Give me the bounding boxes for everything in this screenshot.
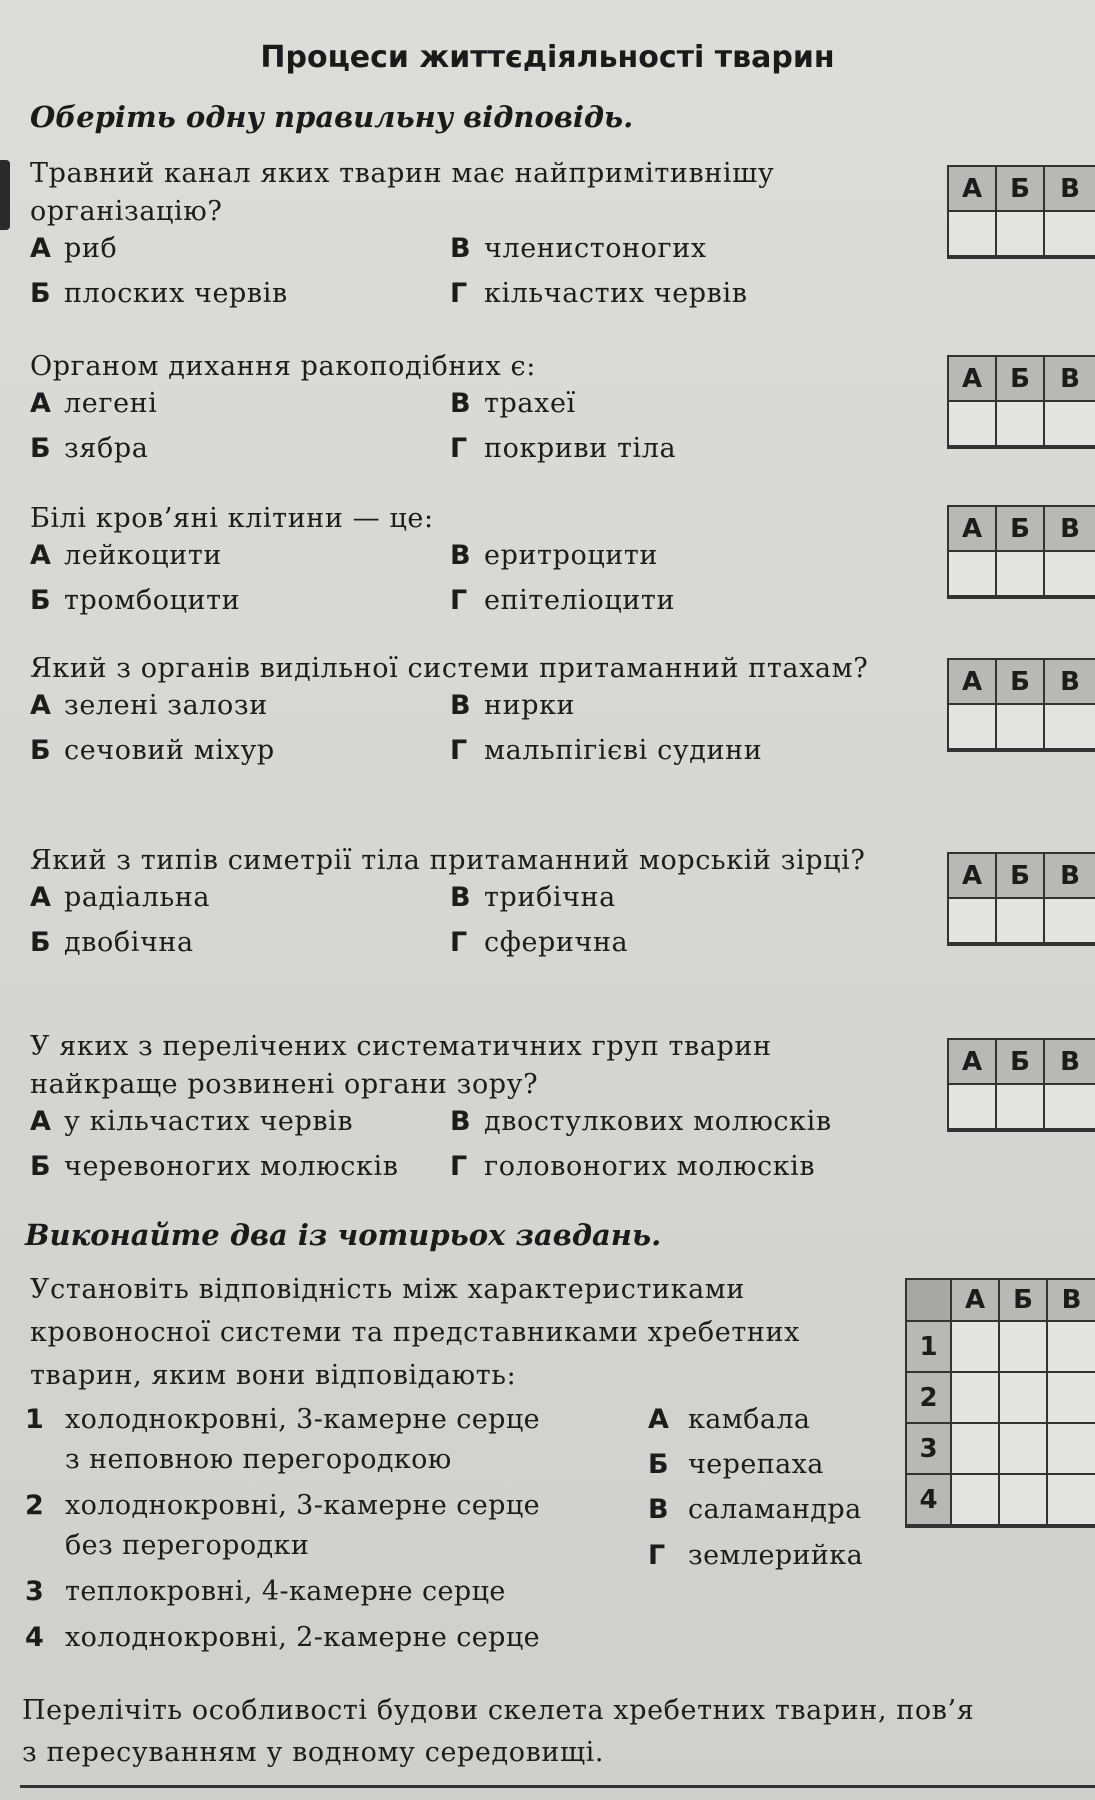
- option-v: В трахеї: [450, 388, 576, 419]
- answer-cell[interactable]: [1048, 1373, 1095, 1424]
- matching-item-2: 2 холоднокровні, 3-камерне серце: [25, 1490, 540, 1521]
- section-heading-tasks: Виконайте два із чотирьох завдань.: [25, 1218, 662, 1252]
- answer-cell[interactable]: [1045, 212, 1095, 257]
- answer-grid-6: А Б В: [947, 1038, 1095, 1132]
- option-v: В двостулкових молюсків: [450, 1106, 832, 1137]
- question-text: Який з типів симетрії тіла притаманний морській зірці?: [30, 845, 866, 876]
- option-g: Г епітеліоцити: [450, 585, 676, 616]
- question-text: Який з органів видільної системи притаманний птахам?: [30, 653, 869, 684]
- answer-cell[interactable]: [952, 1424, 1000, 1475]
- answer-cell[interactable]: [1045, 402, 1095, 447]
- animal-a: А камбала: [648, 1404, 811, 1435]
- answer-grid-1: А Б В: [947, 165, 1095, 259]
- answer-cell[interactable]: [949, 705, 997, 750]
- answer-cell[interactable]: [949, 402, 997, 447]
- animal-v: В саламандра: [648, 1494, 862, 1525]
- matching-task-text: Установіть відповідність між характеристиками кровоносної системи та представниками хребетних тварин, яким вони відповідають:: [30, 1274, 800, 1391]
- answer-cell[interactable]: [997, 899, 1045, 944]
- answer-cell[interactable]: [997, 402, 1045, 447]
- option-v: В членистоногих: [450, 233, 707, 264]
- option-b: Б тромбоцити: [30, 585, 241, 616]
- matching-item-3: 3 теплокровні, 4-камерне серце: [25, 1576, 506, 1607]
- question-2: [30, 348, 1090, 476]
- option-a: А легені: [30, 388, 158, 419]
- option-b: Б черевоногих молюсків: [30, 1151, 399, 1182]
- option-g: Г покриви тіла: [450, 433, 677, 464]
- option-v: В нирки: [450, 690, 576, 721]
- option-b: Б двобічна: [30, 927, 194, 958]
- answer-cell[interactable]: [1000, 1475, 1048, 1526]
- divider: [20, 1785, 1095, 1788]
- question-marker: [0, 160, 10, 230]
- open-task-line-1: Перелічіть особливості будови скелета хребетних тварин, пов’я: [22, 1695, 975, 1726]
- answer-cell[interactable]: [1045, 552, 1095, 597]
- matching-item-1-cont: з неповною перегородкою: [65, 1444, 452, 1475]
- matching-answer-grid: А Б В 1 2 3 4: [905, 1278, 1095, 1528]
- answer-cell[interactable]: [1000, 1424, 1048, 1475]
- matching-item-4: 4 холоднокровні, 2-камерне серце: [25, 1622, 540, 1653]
- question-3: [30, 500, 1090, 628]
- option-a: А у кільчастих червів: [30, 1106, 354, 1137]
- matching-item-2-cont: без перегородки: [65, 1530, 310, 1561]
- option-g: Г мальпігієві судини: [450, 735, 763, 766]
- option-b: Б зябра: [30, 433, 149, 464]
- answer-cell[interactable]: [952, 1373, 1000, 1424]
- question-text: Травний канал яких тварин має найпримітивнішу організацію?: [30, 158, 775, 227]
- animal-b: Б черепаха: [648, 1449, 824, 1480]
- option-g: Г головоногих молюсків: [450, 1151, 816, 1182]
- answer-cell[interactable]: [949, 899, 997, 944]
- question-1: [30, 155, 1090, 321]
- option-a: А радіальна: [30, 882, 211, 913]
- section-heading-single-choice: Оберіть одну правильну відповідь.: [30, 100, 634, 134]
- option-v: В трибічна: [450, 882, 616, 913]
- answer-cell[interactable]: [1048, 1322, 1095, 1373]
- option-b: Б сечовий міхур: [30, 735, 275, 766]
- option-a: А зелені залози: [30, 690, 268, 721]
- answer-cell[interactable]: [1045, 899, 1095, 944]
- answer-cell[interactable]: [1000, 1322, 1048, 1373]
- option-a: А риб: [30, 233, 118, 264]
- answer-cell[interactable]: [952, 1322, 1000, 1373]
- answer-grid-5: А Б В: [947, 852, 1095, 946]
- option-g: Г кільчастих червів: [450, 278, 748, 309]
- answer-cell[interactable]: [949, 552, 997, 597]
- matching-item-1: 1 холоднокровні, 3-камерне серце: [25, 1404, 540, 1435]
- question-text: У яких з перелічених систематичних груп тварин найкраще розвинені органи зору?: [30, 1031, 772, 1100]
- answer-grid-3: А Б В: [947, 505, 1095, 599]
- question-6: [30, 1028, 1090, 1194]
- question-text: Органом дихання ракоподібних є:: [30, 351, 536, 382]
- answer-cell[interactable]: [997, 212, 1045, 257]
- question-5: [30, 842, 1090, 970]
- answer-cell[interactable]: [1045, 1085, 1095, 1130]
- answer-cell[interactable]: [1000, 1373, 1048, 1424]
- answer-cell[interactable]: [1048, 1424, 1095, 1475]
- animal-g: Г землерийка: [648, 1540, 864, 1571]
- answer-cell[interactable]: [997, 552, 1045, 597]
- option-g: Г сферична: [450, 927, 629, 958]
- open-task-line-2: з пересуванням у водному середовищі.: [22, 1737, 605, 1768]
- answer-cell[interactable]: [997, 705, 1045, 750]
- option-v: В еритроцити: [450, 540, 659, 571]
- answer-cell[interactable]: [949, 212, 997, 257]
- page-title: Процеси життєдіяльності тварин: [260, 40, 835, 75]
- answer-cell[interactable]: [1048, 1475, 1095, 1526]
- answer-cell[interactable]: [997, 1085, 1045, 1130]
- answer-grid-2: А Б В: [947, 355, 1095, 449]
- answer-cell[interactable]: [949, 1085, 997, 1130]
- answer-cell[interactable]: [952, 1475, 1000, 1526]
- answer-grid-4: А Б В: [947, 658, 1095, 752]
- open-task: [22, 1690, 1095, 1774]
- question-4: [30, 650, 1090, 778]
- answer-cell[interactable]: [1045, 705, 1095, 750]
- option-a: А лейкоцити: [30, 540, 222, 571]
- option-b: Б плоских червів: [30, 278, 288, 309]
- question-text: Білі кров’яні клітини — це:: [30, 503, 434, 534]
